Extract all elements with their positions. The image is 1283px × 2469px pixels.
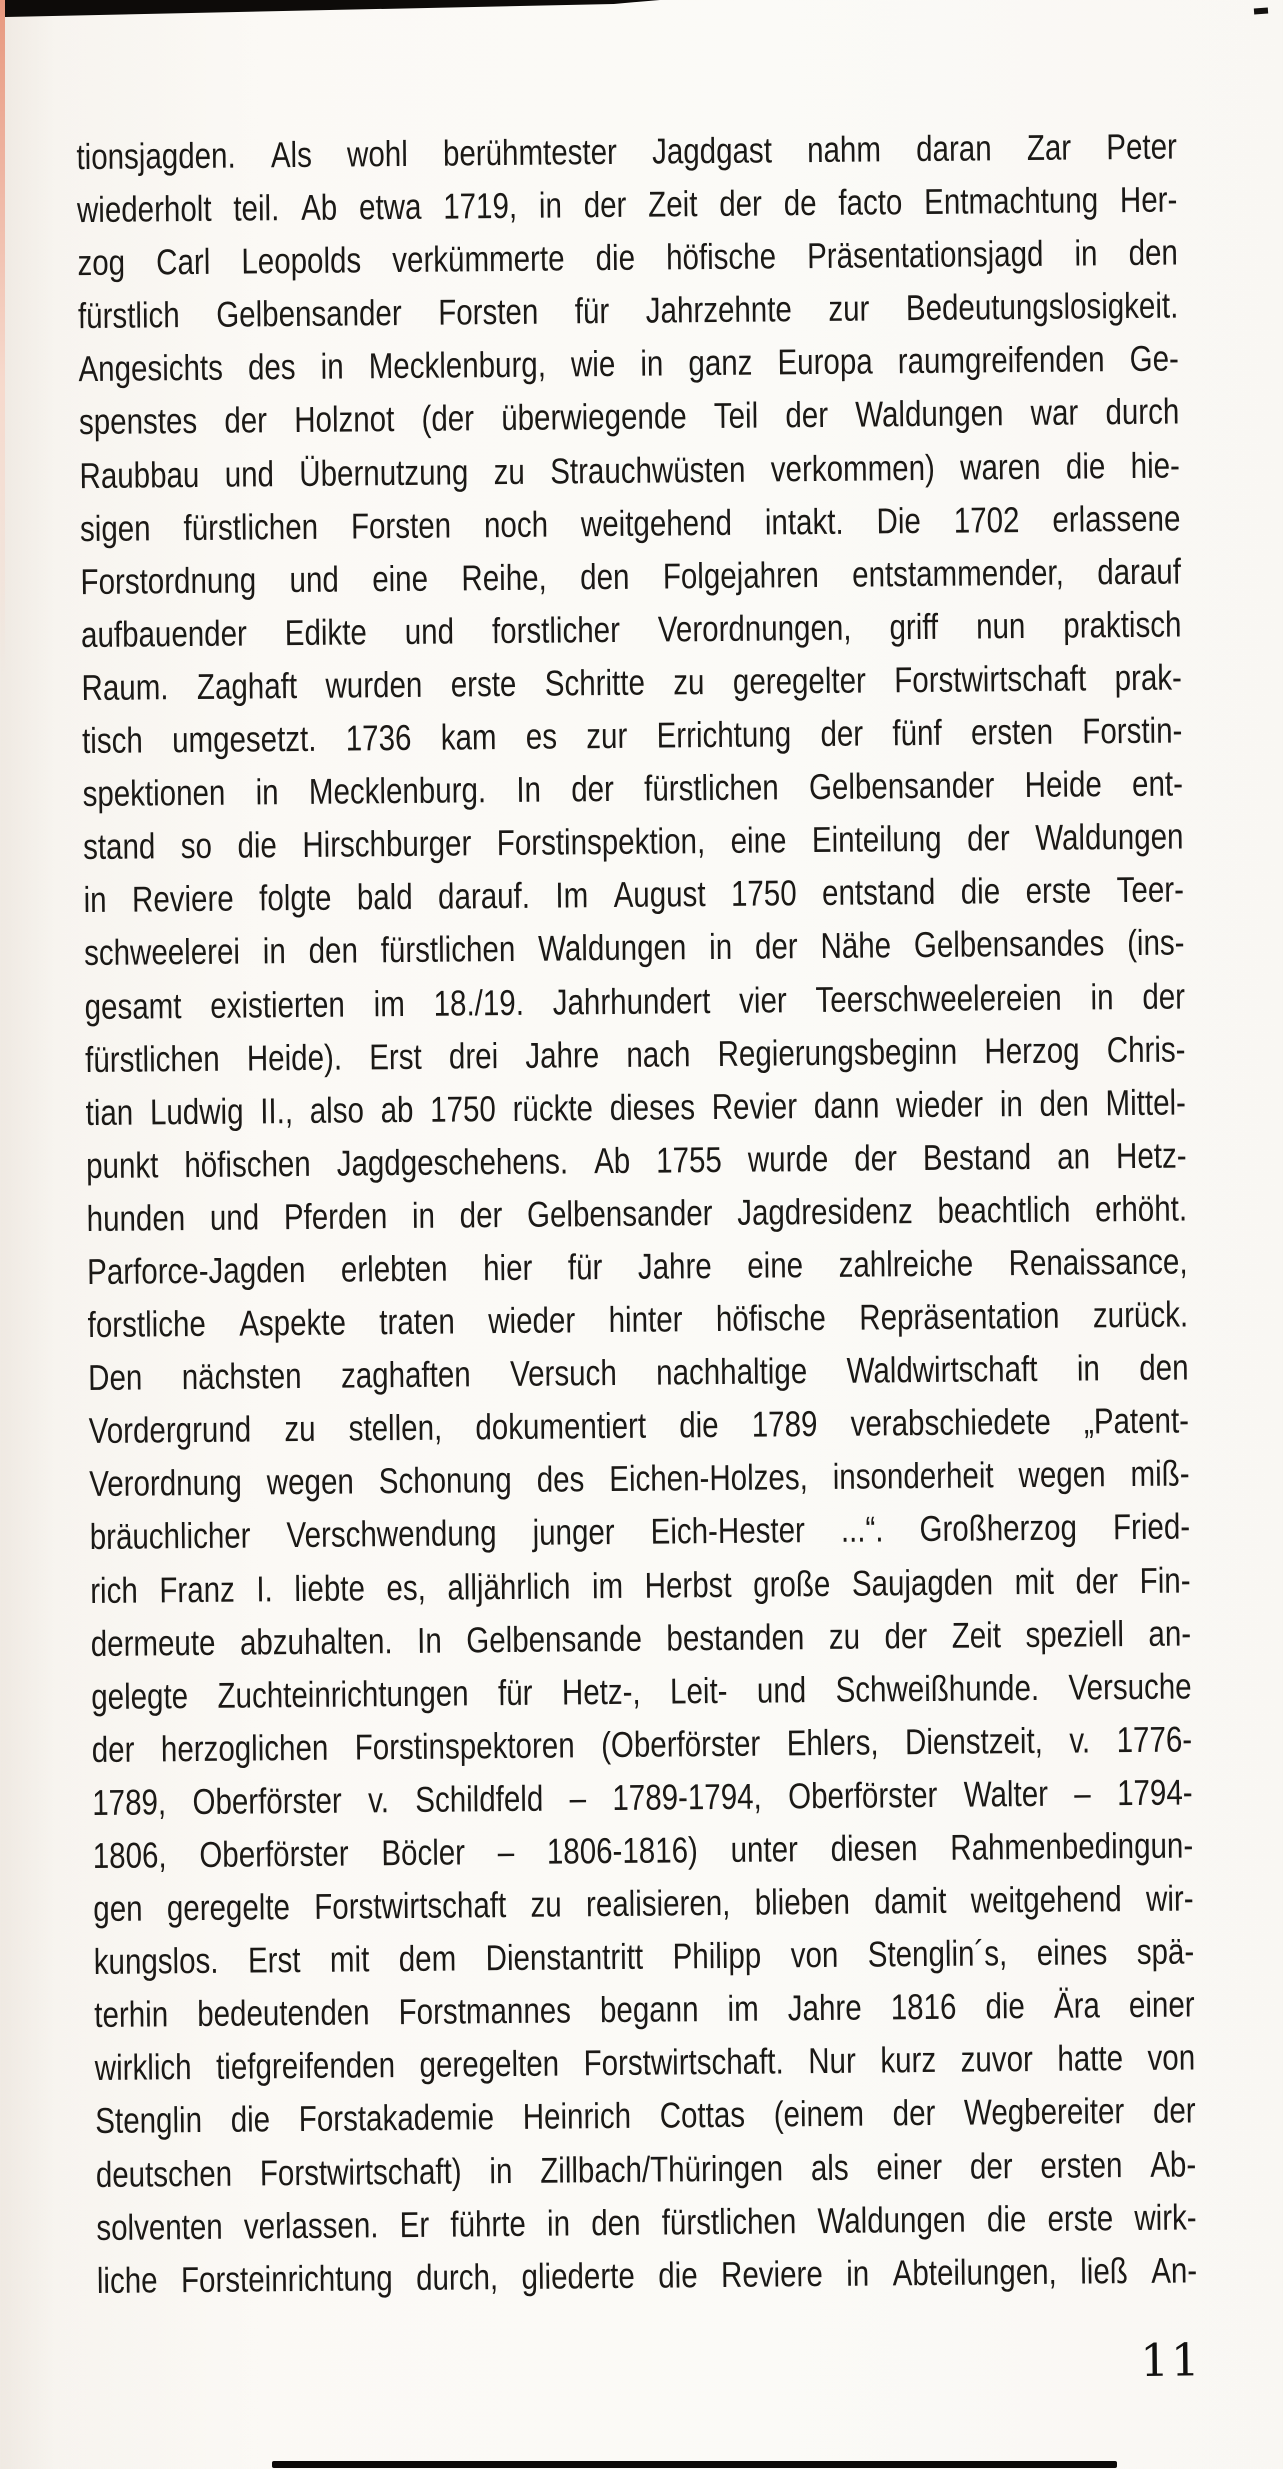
text-line: gelegte Zuchteinrichtungen für Hetz-, Leit- und Schweißhunde. Versuche bbox=[91, 1665, 1192, 1717]
text-line: spektionen in Mecklenburg. In der fürstlichen Gelbensander Heide ent- bbox=[82, 762, 1184, 815]
body-text bbox=[76, 126, 1197, 2313]
text-line: schweelerei in den fürstlichen Waldungen in der Nähe Gelbensandes (ins- bbox=[83, 921, 1185, 974]
text-line: Raum. Zaghaft wurden erste Schritte zu geregelter Forstwirtschaft prak- bbox=[81, 656, 1183, 708]
text-line: wiederholt teil. Ab etwa 1719, in der Zeit der de facto Entmachtung Her- bbox=[76, 178, 1178, 231]
text-line: Forstordnung und eine Reihe, den Folgejahren entstammender, darauf bbox=[80, 550, 1182, 602]
text-line: forstliche Aspekte traten wieder hinter höfische Repräsentation zurück. bbox=[87, 1293, 1189, 1346]
text-line: Raubbau und Übernutzung zu Strauchwüsten verkommen) waren die hie- bbox=[79, 444, 1181, 496]
text-line: zog Carl Leopolds verkümmerte die höfische Präsentationsjagd in den bbox=[77, 231, 1179, 284]
text-line: spenstes der Holznot (der überwiegende Teil der Waldungen war durch bbox=[78, 390, 1180, 443]
text-line: sigen fürstlichen Forsten noch weitgehend intakt. Die 1702 erlassene bbox=[79, 497, 1181, 549]
text-line: kungslos. Erst mit dem Dienstantritt Philipp von Stenglin´s, eines spä- bbox=[93, 1930, 1195, 1983]
text-line: punkt höfischen Jagdgeschehens. Ab 1755 wurde der Bestand an Hetz- bbox=[85, 1134, 1187, 1186]
text-line: stand so die Hirschburger Forstinspektion, eine Einteilung der Waldungen bbox=[82, 815, 1184, 868]
text-line: gesamt existierten im 18./19. Jahrhundert vier Teerschweelereien in der bbox=[84, 974, 1186, 1027]
text-line: dermeute abzuhalten. In Gelbensande bestanden zu der Zeit speziell an- bbox=[90, 1612, 1192, 1664]
text-line: in Reviere folgte bald darauf. Im August 1750 entstand die erste Teer- bbox=[83, 868, 1185, 921]
text-line: Vordergrund zu stellen, dokumentiert die 1789 verabschiedete „Patent- bbox=[88, 1399, 1190, 1452]
text-line: aufbauender Edikte und forstlicher Verordnungen, griff nun praktisch bbox=[80, 603, 1182, 655]
page-number: 11 bbox=[1140, 2333, 1202, 2387]
text-line: bräuchlicher Verschwendung junger Eich-Hester ...“. Großherzog Fried- bbox=[89, 1505, 1191, 1558]
text-line: deutschen Forstwirtschaft) in Zillbach/Thüringen als einer der ersten Ab- bbox=[95, 2142, 1197, 2195]
text-line: terhin bedeutenden Forstmannes begann im Jahre 1816 die Ära einer bbox=[94, 1983, 1195, 2036]
text-line: hunden und Pferden in der Gelbensander Jagdresidenz beachtlich erhöht. bbox=[86, 1187, 1188, 1239]
text-line: Stenglin die Forstakademie Heinrich Cottas (einem der Wegbereiter der bbox=[95, 2089, 1196, 2142]
text-line: der herzoglichen Forstinspektoren (Oberförster Ehlers, Dienstzeit, v. 1776- bbox=[91, 1718, 1193, 1770]
text-line: Den nächsten zaghaften Versuch nachhaltige Waldwirtschaft in den bbox=[87, 1346, 1189, 1399]
text-line: Parforce-Jagden erlebten hier für Jahre eine zahlreiche Renaissance, bbox=[86, 1240, 1188, 1293]
scan-bottom-edge bbox=[272, 2461, 1117, 2468]
text-line: fürstlich Gelbensander Forsten für Jahrzehnte zur Bedeutungslosigkeit. bbox=[77, 284, 1179, 337]
text-line: Angesichts des in Mecklenburg, wie in ganz Europa raumgreifenden Ge- bbox=[78, 337, 1180, 390]
text-line: gen geregelte Forstwirtschaft zu realisieren, blieben damit weitgehend wir- bbox=[93, 1877, 1194, 1930]
text-line: rich Franz I. liebte es, alljährlich im Herbst große Saujagden mit der Fin- bbox=[90, 1558, 1191, 1611]
text-line: wirklich tiefgreifenden geregelten Forstwirtschaft. Nur kurz zuvor hatte von bbox=[94, 2036, 1196, 2089]
text-line: tionsjagden. Als wohl berühmtester Jagdgast nahm daran Zar Peter bbox=[76, 125, 1178, 178]
text-line: 1789, Oberförster v. Schildfeld – 1789-1794, Oberförster Walter – 1794- bbox=[92, 1771, 1193, 1823]
text-line: tisch umgesetzt. 1736 kam es zur Errichtung der fünf ersten Forstin- bbox=[81, 709, 1183, 762]
text-line: tian Ludwig II., also ab 1750 rückte dieses Revier dann wieder in den Mittel- bbox=[85, 1081, 1187, 1133]
text-line: liche Forsteinrichtung durch, gliederte die Reviere in Abteilungen, ließ An- bbox=[96, 2249, 1198, 2301]
text-line: solventen verlassen. Er führte in den fürstlichen Waldungen die erste wirk- bbox=[96, 2196, 1197, 2248]
text-line: 1806, Oberförster Böcler – 1806-1816) unter diesen Rahmenbedingun- bbox=[92, 1824, 1194, 1877]
text-line: Verordnung wegen Schonung des Eichen-Holzes, insonderheit wegen miß- bbox=[89, 1452, 1190, 1505]
text-line: fürstlichen Heide). Erst drei Jahre nach Regierungsbeginn Herzog Chris- bbox=[84, 1028, 1186, 1080]
